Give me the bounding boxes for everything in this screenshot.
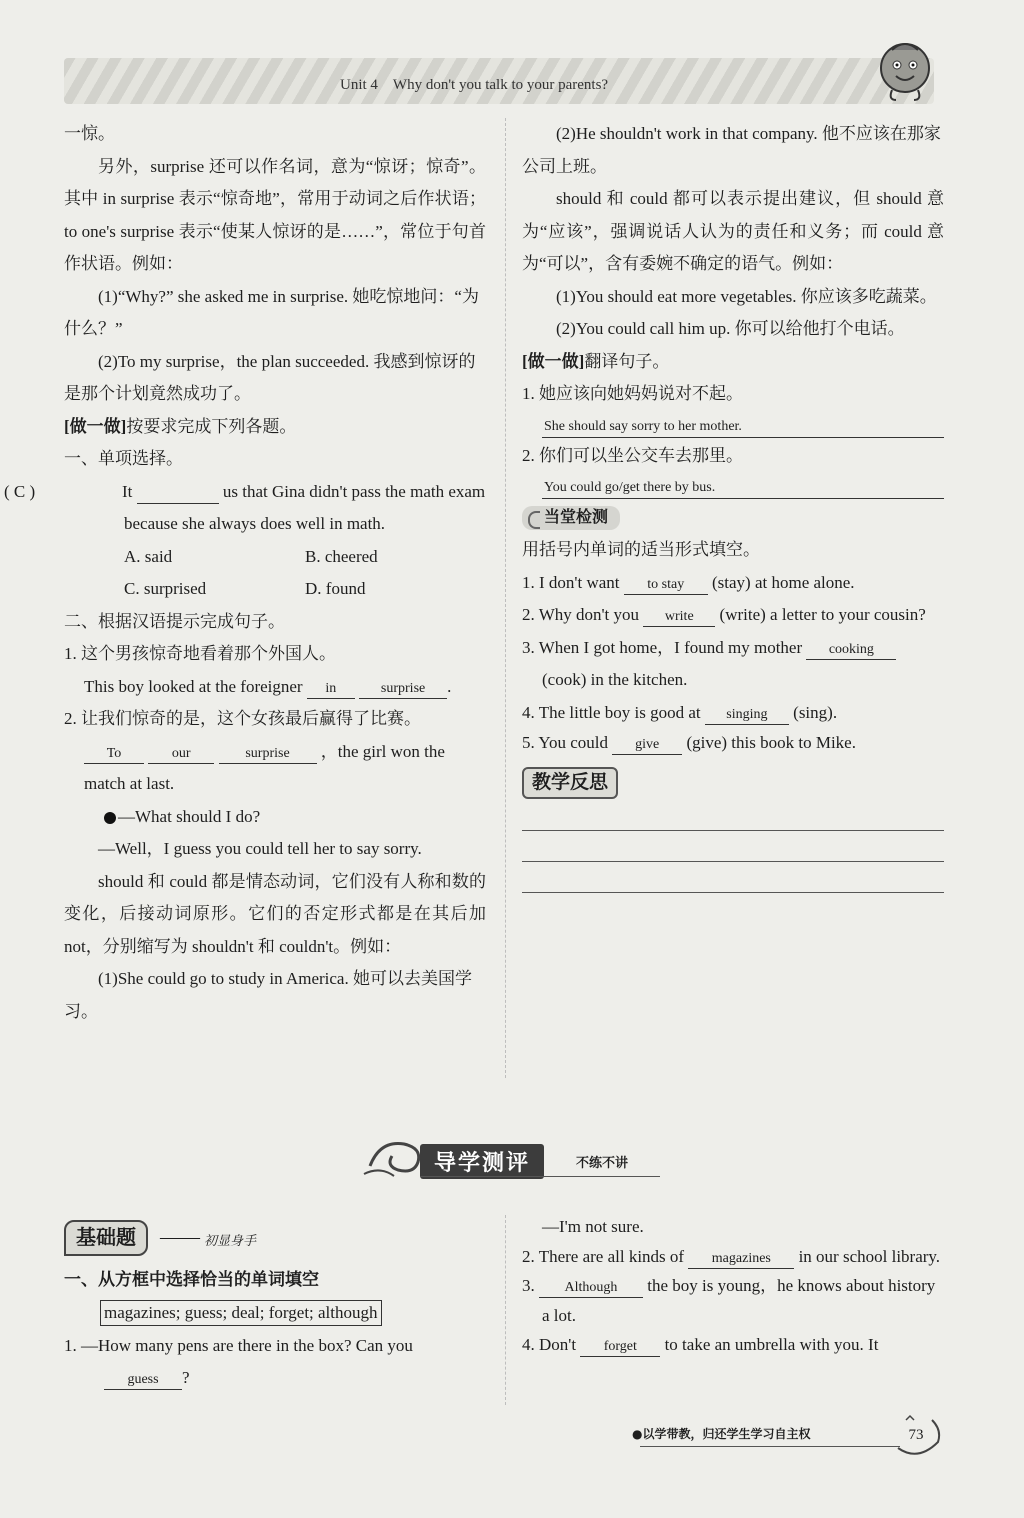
basic-q2-blank[interactable]: magazines: [688, 1250, 794, 1269]
basic-q4-blank[interactable]: forget: [580, 1338, 660, 1357]
check-q3-post: (cook) in the kitchen.: [542, 670, 688, 689]
column-divider-bottom: [505, 1215, 506, 1405]
example-3: (1)She could go to study in America. 她可以去美国学习。: [64, 969, 472, 1021]
option-b: B. cheered: [305, 546, 378, 566]
check-q1-pre: 1. I don't want: [522, 572, 620, 592]
basic-q4-post: to take an umbrella with you. It: [664, 1335, 879, 1354]
basic-q1-post: ?: [182, 1368, 190, 1387]
basic-q1-pre: 1. —How many pens are there in the box? Can you: [64, 1336, 413, 1355]
check-q2-pre: 2. Why don't you: [522, 605, 640, 624]
answer-paren: ( C ): [4, 481, 36, 501]
question-blank[interactable]: [137, 485, 219, 504]
check-instruction: 用括号内单词的适当形式填空。: [522, 540, 760, 559]
sentence-2-blank-2[interactable]: our: [148, 745, 214, 764]
basic-q4-pre: 4. Don't: [522, 1335, 577, 1354]
option-d: D. found: [305, 579, 366, 598]
dialog-text-1: —What should I do?: [118, 806, 261, 826]
bottom-right-column: [522, 1212, 944, 1360]
translate-1: 1. 她应该向她妈妈说对不起。: [522, 384, 743, 403]
doit-tag-right: [做一做]: [522, 351, 585, 371]
check-q5: [522, 729, 944, 757]
dialog-line-1: [64, 801, 486, 834]
translate-1-answer[interactable]: She should say sorry to her mother.: [542, 417, 944, 438]
sentence-1-en: [64, 671, 486, 704]
example-6: (2)You could call him up. 你可以给他打个电话。: [556, 319, 905, 338]
doit-heading-right: [522, 346, 944, 379]
surprise-noun-note: 另外，surprise 还可以作名词，意为“惊讶；惊奇”。其中 in surprise 表示“惊奇地”，常用于动词之后作状语；to one's surprise 表示“使某人惊讶的是……”，常位于句首作状语。例如：: [64, 156, 486, 273]
reflection-line-1[interactable]: [522, 800, 944, 831]
sentence-2-post: ，the girl won the match at last.: [84, 741, 445, 793]
doit-text: 按要求完成下列各题。: [126, 416, 297, 436]
bullet-icon: [104, 812, 116, 824]
basic-q3-blank[interactable]: Although: [539, 1279, 643, 1298]
sentence-1-cn: 1. 这个男孩惊奇地看着那个外国人。: [64, 644, 336, 663]
reflection-line-3[interactable]: [522, 862, 944, 893]
basic-tag-box: 基础题: [64, 1220, 148, 1256]
example-4: (2)He shouldn't work in that company. 他不应该在那家公司上班。: [522, 124, 941, 176]
choice-question: [4, 476, 486, 541]
translate-2-answer[interactable]: You could go/get there by bus.: [542, 478, 944, 499]
word-box-instruction: 一、从方框中选择恰当的单词填空: [64, 1270, 319, 1289]
section-2-title: 二、根据汉语提示完成句子。: [64, 611, 285, 631]
basic-tag-hint: 初显身手: [204, 1233, 257, 1248]
translate-2: 2. 你们可以坐公交车去那里。: [522, 445, 743, 465]
in-class-check-tag: 当堂检测: [522, 506, 620, 530]
dialog-line-2: —Well，I guess you could tell her to say sorry.: [98, 839, 422, 858]
check-q1-post: (stay) at home alone.: [712, 572, 855, 592]
basic-q3-post: the boy is young，he knows about history a lot.: [542, 1276, 936, 1325]
sentence-2-blank-3[interactable]: surprise: [219, 745, 317, 764]
doit-tag: [做一做]: [64, 416, 127, 436]
check-q2-post: (write) a letter to your cousin?: [719, 605, 926, 624]
sentence-2-blank-1[interactable]: To: [84, 745, 144, 764]
mascot-icon: [872, 38, 938, 104]
example-2: (2)To my surprise，the plan succeeded. 我感到惊讶的是那个计划竟然成功了。: [64, 351, 476, 403]
right-column: [522, 118, 944, 893]
options-row-2: [64, 573, 486, 606]
check-q5-blank[interactable]: give: [612, 736, 682, 755]
should-could-note: should 和 could 都可以表示提出建议，但 should 意为“应该”，强调说话人认为的责任和义务；而 could 意为“可以”，含有委婉不确定的语气。例如：: [522, 189, 944, 273]
basic-q1: [64, 1330, 486, 1394]
basic-tag-dash: ——: [160, 1226, 200, 1248]
sentence-1-blank-2[interactable]: surprise: [359, 680, 447, 699]
check-q4: [522, 697, 944, 730]
basic-q3: [522, 1271, 944, 1330]
modal-verbs-note: should 和 could 都是情态动词，它们没有人称和数的变化，后接动词原形。它们的否定形式都是在其后加 not，分别缩写为 shouldn't 和 couldn't。例如：: [64, 871, 486, 956]
page-number: 73: [908, 1427, 924, 1443]
column-divider: [505, 118, 506, 1078]
word-box: magazines; guess; deal; forget; although: [100, 1300, 382, 1326]
bottom-left-column: [64, 1264, 486, 1394]
header-title: Unit 4 Why don't you talk to your parents?: [340, 77, 609, 93]
options-row-1: [64, 541, 486, 574]
basic-q2-post: in our school library.: [798, 1246, 941, 1266]
check-q2: [522, 599, 944, 632]
doit-heading-left: [64, 411, 486, 444]
check-q3-pre: 3. When I got home，I found my mother: [522, 637, 803, 657]
check-q3: [522, 632, 944, 697]
teaching-reflection-tag: 教学反思: [522, 767, 618, 799]
check-q1: [522, 567, 944, 600]
guided-test-banner: [360, 1136, 660, 1180]
basic-questions-tag: [64, 1220, 294, 1256]
basic-q3-pre: 3.: [522, 1276, 535, 1295]
left-line-1: 一惊。: [64, 124, 115, 143]
option-c: C. surprised: [124, 579, 207, 598]
basic-q4: [522, 1330, 944, 1360]
example-1: (1)“Why?” she asked me in surprise. 她吃惊地问：“为什么？”: [64, 286, 479, 338]
banner-main-text: 导学测评: [420, 1144, 544, 1179]
check-q1-blank[interactable]: to stay: [624, 576, 708, 595]
basic-q1-reply: —I'm not sure.: [542, 1217, 644, 1236]
question-post: us that Gina didn't pass the math exam because she always does well in math.: [124, 481, 486, 533]
banner-sub-text: 不练不讲: [576, 1155, 629, 1170]
banner-underline: [420, 1176, 660, 1177]
doit-text-right: 翻译句子。: [584, 351, 670, 371]
check-q4-blank[interactable]: singing: [705, 706, 789, 725]
basic-q2: [522, 1242, 944, 1272]
left-column: [4, 118, 486, 1028]
footer-line: [640, 1446, 900, 1447]
example-5: (1)You should eat more vegetables. 你应该多吃蔬菜。: [556, 286, 937, 306]
section-1-title: 一、单项选择。: [64, 449, 183, 468]
question-pre: It: [122, 481, 133, 501]
sentence-2-cn: 2. 让我们惊奇的是，这个女孩最后赢得了比赛。: [64, 709, 421, 728]
sentence-1-end: .: [447, 676, 452, 696]
check-q5-pre: 5. You could: [522, 733, 608, 752]
footer-motto: ●以学带教，归还学生学习自主权: [632, 1427, 811, 1441]
sentence-1-blank-1[interactable]: in: [307, 680, 355, 699]
check-q2-blank[interactable]: write: [643, 608, 715, 627]
check-q4-post: (sing).: [793, 702, 838, 722]
basic-q2-pre: 2. There are all kinds of: [522, 1246, 685, 1266]
reflection-line-2[interactable]: [522, 831, 944, 862]
check-q4-pre: 4. The little boy is good at: [522, 702, 701, 722]
check-q3-blank[interactable]: cooking: [806, 641, 896, 660]
option-a: A. said: [124, 546, 173, 566]
check-q5-post: (give) this book to Mike.: [686, 733, 856, 752]
sentence-1-pre: This boy looked at the foreigner: [84, 676, 303, 696]
sentence-2-en: [64, 736, 486, 801]
basic-q1-blank[interactable]: guess: [104, 1371, 182, 1390]
